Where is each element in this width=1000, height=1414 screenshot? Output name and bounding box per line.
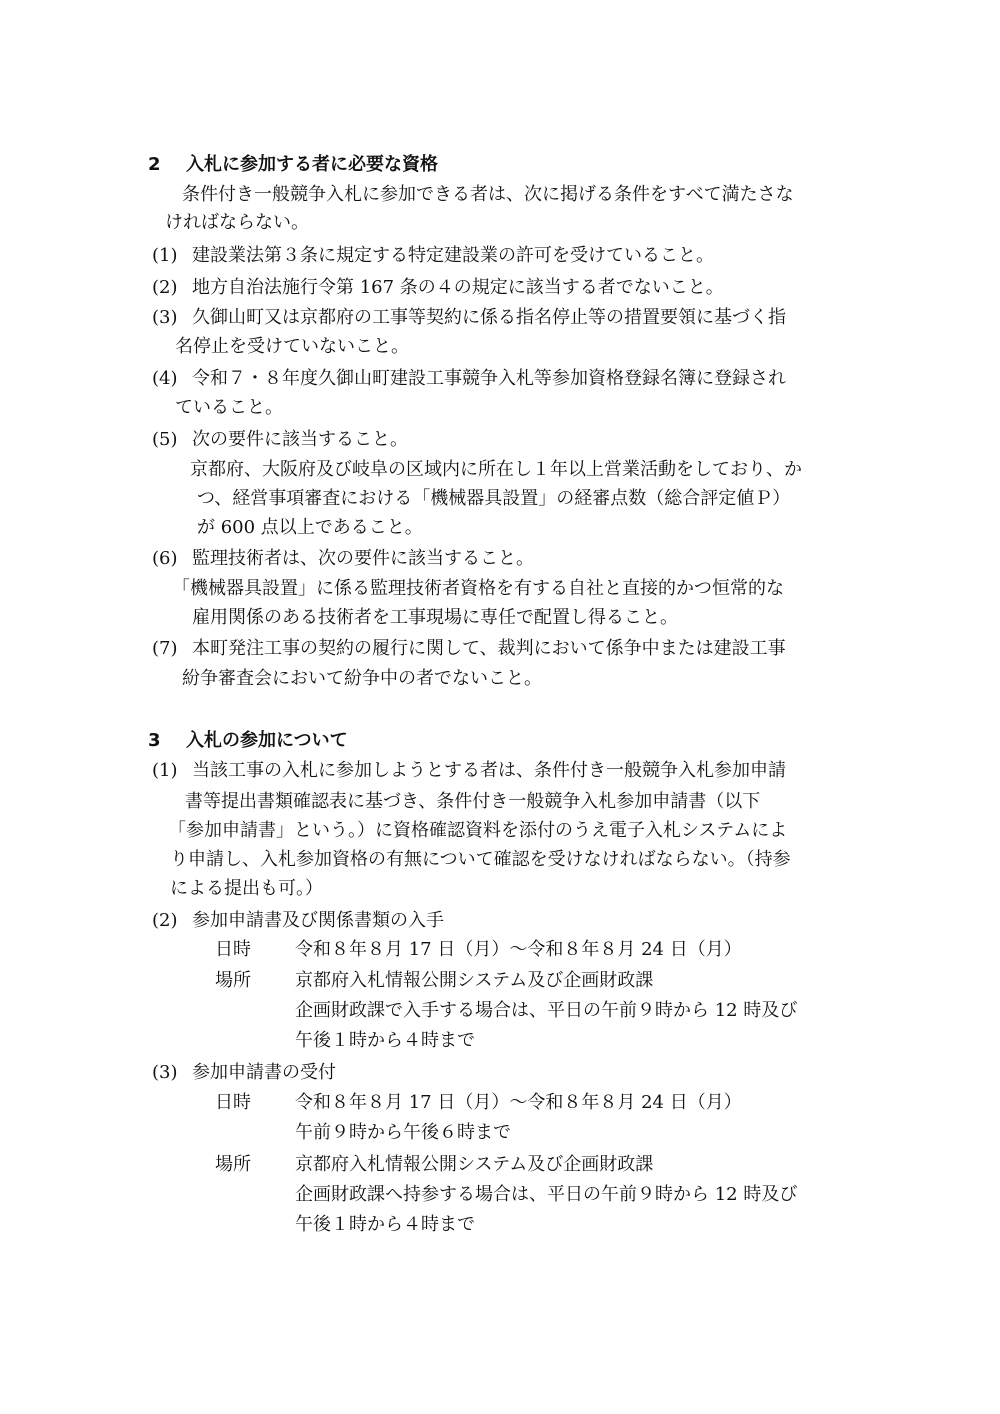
section-3-item-1 (152, 758, 786, 784)
section-2-item-7 (152, 636, 786, 662)
section-3-item-2-place-note-1: 企画財政課で入手する場合は、平日の午前９時から 12 時及び (295, 1000, 798, 1021)
item-text: 次の要件に該当すること。 (192, 429, 408, 450)
section-2-item-5-detail-1: 京都府、大阪府及び岐阜の区域内に所在し１年以上営業活動をしており、か (190, 459, 802, 480)
section-2-item-4-cont: ていること。 (175, 397, 283, 418)
section-3-title: 入札の参加について (186, 730, 348, 751)
section-2-item-5-detail-2: つ、経営事項審査における「機械器具設置」の経審点数（総合評定値Ｐ） (197, 488, 791, 509)
section-2-heading (148, 152, 438, 178)
item-text: 本町発注工事の契約の履行に関して、裁判において係争中または建設工事 (192, 638, 786, 659)
item-text: 当該工事の入札に参加しようとする者は、条件付き一般競争入札参加申請 (192, 760, 786, 781)
item-number: (1) (152, 760, 178, 781)
item-number: (5) (152, 429, 178, 450)
section-3-heading (148, 728, 348, 754)
section-3-item-3-place-note-1: 企画財政課へ持参する場合は、平日の午前９時から 12 時及び (295, 1184, 798, 1205)
section-3-item-3-date-row (215, 1090, 742, 1116)
section-2-item-5 (152, 427, 408, 453)
section-3-number: 3 (148, 730, 161, 751)
item-number: (7) (152, 638, 178, 659)
section-3-item-1-cont-2: 「参加申請書」という。）に資格確認資料を添付のうえ電子入札システムによ (168, 820, 788, 841)
item-number: (2) (152, 910, 178, 931)
date-value: 令和８年８月 17 日（月）～令和８年８月 24 日（月） (295, 939, 742, 960)
section-2-number: 2 (148, 154, 161, 175)
section-3-item-1-cont-3: り申請し、入札参加資格の有無について確認を受けなければならない。（持参 (170, 849, 791, 870)
section-3-item-3-place-note-2: 午後１時から４時まで (295, 1214, 475, 1235)
item-number: (1) (152, 245, 178, 266)
section-2-item-6 (152, 546, 534, 572)
section-2-item-6-detail-1: 「機械器具設置」に係る監理技術者資格を有する自社と直接的かつ恒常的な (172, 578, 784, 599)
section-2-item-7-cont: 紛争審査会において紛争中の者でないこと。 (182, 668, 542, 689)
section-3-item-3-place-row (215, 1152, 653, 1178)
date-value: 令和８年８月 17 日（月）～令和８年８月 24 日（月） (295, 1092, 742, 1113)
item-text: 参加申請書及び関係書類の入手 (192, 910, 444, 931)
section-2-intro-line-1: 条件付き一般競争入札に参加できる者は、次に掲げる条件をすべて満たさな (182, 184, 794, 205)
section-3-item-2-date-row (215, 937, 742, 963)
place-label: 場所 (215, 970, 251, 991)
date-label: 日時 (215, 939, 251, 960)
section-2-intro-line-2: ければならない。 (165, 212, 309, 233)
item-text: 監理技術者は、次の要件に該当すること。 (192, 548, 534, 569)
place-value: 京都府入札情報公開システム及び企画財政課 (295, 1154, 654, 1175)
section-2-item-6-detail-2: 雇用関係のある技術者を工事現場に専任で配置し得ること。 (192, 607, 678, 628)
section-2-item-3 (152, 305, 786, 331)
item-number: (3) (152, 1062, 178, 1083)
item-number: (4) (152, 368, 178, 389)
item-number: (6) (152, 548, 178, 569)
place-value: 京都府入札情報公開システム及び企画財政課 (295, 970, 654, 991)
item-text: 令和７・８年度久御山町建設工事競争入札等参加資格登録名簿に登録され (192, 368, 786, 389)
section-2-item-5-detail-3: が 600 点以上であること。 (197, 517, 423, 538)
place-label: 場所 (215, 1154, 251, 1175)
section-3-item-3 (152, 1060, 336, 1086)
section-3-item-1-cont-4: による提出も可。） (170, 878, 323, 899)
item-text: 久御山町又は京都府の工事等契約に係る指名停止等の措置要領に基づく指 (192, 307, 786, 328)
item-text: 地方自治法施行令第 167 条の４の規定に該当する者でないこと。 (192, 277, 724, 298)
item-text: 建設業法第３条に規定する特定建設業の許可を受けていること。 (192, 245, 714, 266)
item-number: (3) (152, 307, 178, 328)
section-2-title: 入札に参加する者に必要な資格 (186, 154, 438, 175)
section-2-item-3-cont: 名停止を受けていないこと。 (175, 336, 409, 357)
item-text: 参加申請書の受付 (192, 1062, 336, 1083)
section-3-item-1-cont-1: 書等提出書類確認表に基づき、条件付き一般競争入札参加申請書（以下 (185, 791, 761, 812)
section-2-item-2 (152, 275, 724, 301)
section-3-item-2-place-note-2: 午後１時から４時まで (295, 1030, 475, 1051)
section-2-item-4 (152, 366, 786, 392)
section-3-item-2 (152, 908, 444, 934)
section-2-item-1 (152, 243, 714, 269)
date-label: 日時 (215, 1092, 251, 1113)
section-3-item-3-time: 午前９時から午後６時まで (295, 1122, 511, 1143)
item-number: (2) (152, 277, 178, 298)
section-3-item-2-place-row (215, 968, 653, 994)
